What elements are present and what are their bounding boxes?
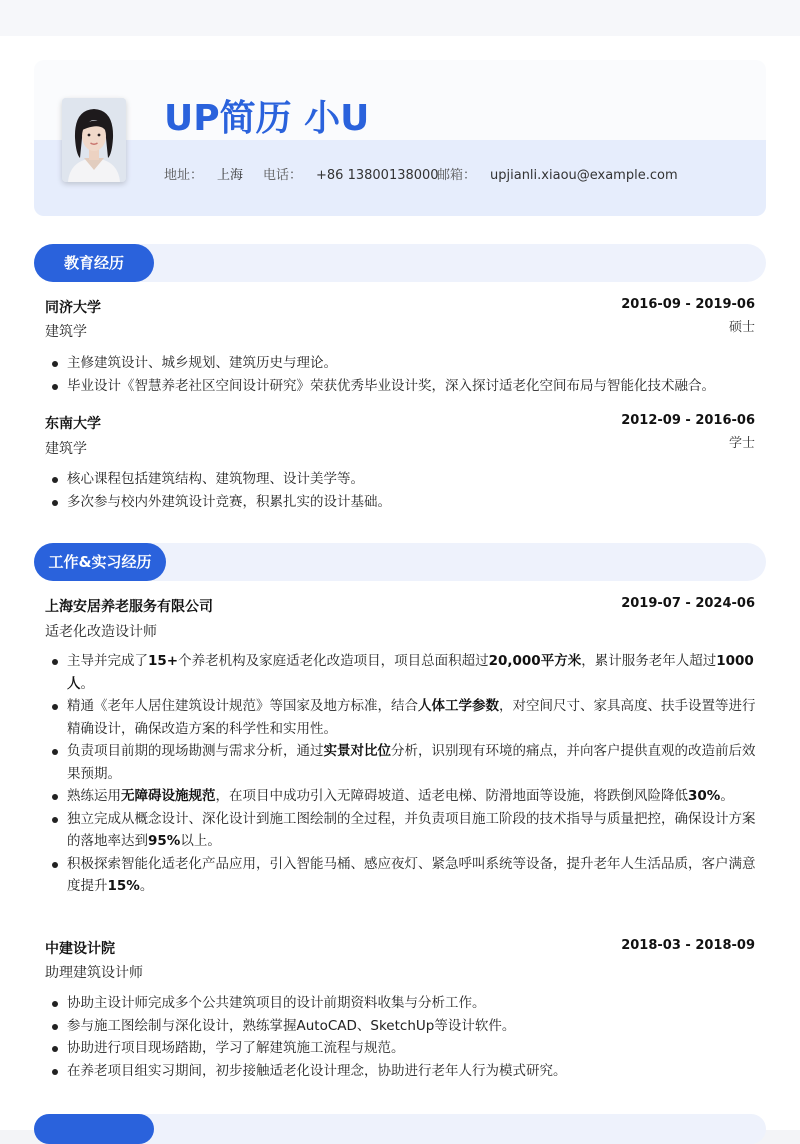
text: 。 bbox=[80, 675, 94, 692]
text: 积极探索智能化适老化产品应用，引入智能马桶、感应夜灯、紧急呼叫系统等设备，提升老年人生活品质，客户满意度提升 bbox=[67, 855, 756, 894]
list-item bbox=[45, 1015, 757, 1038]
list-item: 主修建筑设计、城乡规划、建筑历史与理论。 bbox=[45, 352, 757, 375]
text: 熟练运用 bbox=[67, 788, 121, 804]
text: ，对空间尺寸、家具高度、扶手设置等进行精确设计，确保改造方案的科学性和实用性。 bbox=[67, 698, 756, 737]
work-date: 2019-07 - 2024-06 bbox=[621, 596, 755, 611]
text: ，累计服务老年人超过 bbox=[581, 653, 717, 669]
bold-text: 20,000平方米 bbox=[488, 653, 582, 669]
text: 协助进行项目现场踏勘，学习了解建筑施工流程与规范。 bbox=[67, 1040, 405, 1056]
text: 。 bbox=[139, 878, 154, 894]
list-item bbox=[45, 1037, 757, 1060]
education-date: 2012-09 - 2016-06 bbox=[621, 413, 755, 428]
text: ，在项目中成功引入无障碍坡道、适老电梯、防滑地面等设施，将跌倒风险降低 bbox=[215, 788, 688, 804]
email-label: 邮箱： bbox=[437, 168, 477, 183]
text: 。 bbox=[720, 788, 734, 804]
work-role: 适老化改造设计师 bbox=[45, 624, 157, 640]
next-section-pill bbox=[34, 1114, 154, 1144]
list-item bbox=[45, 853, 757, 898]
text: 独立完成从概念设计、深化设计到施工图绘制的全过程，并负责项目施工阶段的技术指导与质量把控，确保设计方案的落地率达到 bbox=[67, 810, 756, 849]
list-item bbox=[45, 740, 757, 785]
education-bullets bbox=[45, 468, 757, 513]
education-degree: 硕士 bbox=[728, 320, 755, 335]
text: 负责项目前期的现场勘测与需求分析，通过 bbox=[67, 743, 324, 759]
list-item bbox=[45, 785, 757, 808]
education-section-title: 教育经历 bbox=[34, 244, 154, 282]
text: 分析，识别现有环境的痛点，并向客户提供直观的改造前后效果预期。 bbox=[67, 743, 756, 782]
contact-phone bbox=[263, 164, 439, 183]
text: 参与施工图绘制与深化设计，熟练掌握AutoCAD、SketchUp等设计软件。 bbox=[67, 1017, 516, 1034]
bold-text: 95% bbox=[148, 833, 181, 849]
education-major: 建筑学 bbox=[45, 324, 87, 340]
header-card bbox=[34, 60, 766, 216]
education-degree: 学士 bbox=[728, 436, 755, 451]
list-item bbox=[45, 992, 757, 1015]
bold-text: 1000人 bbox=[67, 653, 754, 692]
work-section-title: 工作&实习经历 bbox=[34, 543, 166, 581]
education-date: 2016-09 - 2019-06 bbox=[621, 297, 755, 312]
education-section-header bbox=[34, 244, 766, 282]
list-item bbox=[45, 695, 757, 740]
candidate-name: UP简历 小U bbox=[164, 98, 370, 139]
address-label: 地址： bbox=[164, 168, 204, 183]
work-company: 上海安居养老服务有限公司 bbox=[45, 599, 213, 615]
list-item bbox=[45, 1060, 757, 1083]
phone-label: 电话： bbox=[263, 168, 303, 183]
list-item bbox=[45, 808, 757, 853]
bold-text: 人体工学参数 bbox=[418, 698, 499, 714]
bold-text: 30% bbox=[688, 788, 721, 804]
text: 协助主设计师完成多个公共建筑项目的设计前期资料收集与分析工作。 bbox=[67, 995, 486, 1011]
contact-email bbox=[437, 164, 678, 183]
education-major: 建筑学 bbox=[45, 441, 87, 457]
work-section-header bbox=[34, 543, 766, 581]
text: 精通《老年人居住建筑设计规范》等国家及地方标准，结合 bbox=[67, 698, 418, 714]
education-school: 东南大学 bbox=[45, 416, 101, 432]
work-date: 2018-03 - 2018-09 bbox=[621, 938, 755, 953]
text: 以上。 bbox=[180, 833, 221, 849]
list-item bbox=[45, 650, 757, 695]
list-item: 多次参与校内外建筑设计竞赛，积累扎实的设计基础。 bbox=[45, 491, 757, 514]
education-school: 同济大学 bbox=[45, 300, 101, 316]
avatar bbox=[62, 98, 126, 182]
list-item: 核心课程包括建筑结构、建筑物理、设计美学等。 bbox=[45, 468, 757, 491]
email-value: upjianli.xiaou@example.com bbox=[490, 168, 678, 183]
phone-value: +86 13800138000 bbox=[316, 168, 439, 183]
work-bullets bbox=[45, 992, 757, 1082]
address-value: 上海 bbox=[217, 168, 244, 183]
work-role: 助理建筑设计师 bbox=[45, 965, 143, 981]
top-band bbox=[0, 0, 800, 36]
contact-address bbox=[164, 164, 243, 183]
work-bullets bbox=[45, 650, 757, 898]
bold-text: 15% bbox=[107, 878, 140, 894]
bold-text: 无障碍设施规范 bbox=[121, 788, 216, 804]
text: 在养老项目组实习期间，初步接触适老化设计理念，协助进行老年人行为模式研究。 bbox=[67, 1062, 567, 1079]
bold-text: 实景对比位 bbox=[323, 743, 391, 759]
bold-text: 15+ bbox=[148, 653, 179, 669]
education-bullets bbox=[45, 352, 757, 397]
list-item: 毕业设计《智慧养老社区空间设计研究》荣获优秀毕业设计奖，深入探讨适老化空间布局与智能化技术融合。 bbox=[45, 375, 757, 398]
text: 主导并完成了 bbox=[67, 653, 148, 669]
work-company: 中建设计院 bbox=[45, 941, 115, 957]
text: 个养老机构及家庭适老化改造项目，项目总面积超过 bbox=[178, 653, 489, 669]
